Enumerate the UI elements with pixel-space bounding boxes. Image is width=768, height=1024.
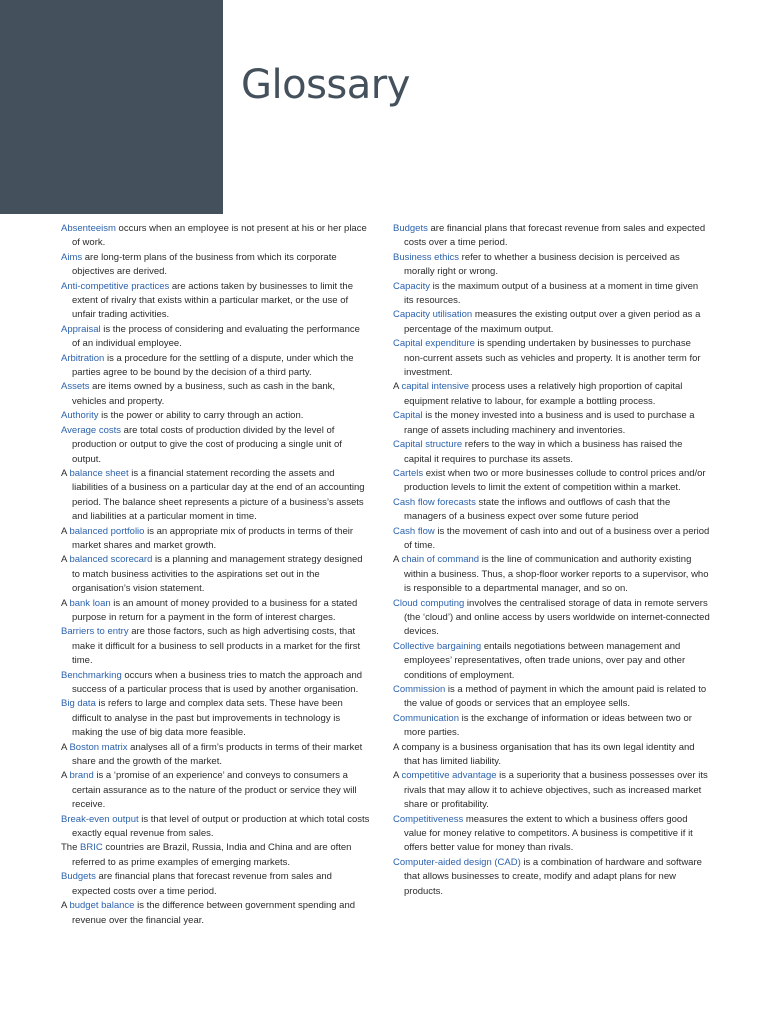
glossary-entry (393, 467, 710, 496)
glossary-term: Cloud computing (393, 597, 465, 609)
glossary-definition: is a combination of hardware and software that allows businesses to create, modify and adapt plans for new products. (404, 856, 702, 897)
glossary-definition: is an amount of money provided to a business for a stated purpose in return for a payment in the form of interest charges. (72, 597, 358, 623)
glossary-entry (61, 352, 370, 381)
glossary-term: Absenteeism (61, 223, 116, 234)
glossary-entry (61, 251, 370, 280)
glossary-term: chain of command (401, 554, 480, 566)
glossary-entry (61, 409, 370, 423)
glossary-term: Commission (393, 684, 446, 695)
glossary-entry (393, 683, 710, 712)
glossary-term: BRIC (80, 842, 103, 854)
glossary-definition: process uses a relatively high proportion of capital equipment relative to labour, for example a bottling process. (404, 381, 683, 407)
glossary-definition: is a method of payment in which the amount paid is related to the value of goods or services that an employee sells. (404, 684, 707, 710)
glossary-definition: is the maximum output of a business at a moment in time given its resources. (404, 280, 699, 307)
glossary-definition: is the process of considering and evaluating the performance of an individual employee. (72, 323, 360, 350)
glossary-entry (61, 380, 370, 409)
glossary-term: Aims (61, 251, 83, 263)
glossary-entry (61, 841, 370, 870)
glossary-entry (61, 697, 370, 740)
page-title: Glossary (241, 62, 410, 108)
glossary-term: Collective bargaining (393, 640, 482, 652)
glossary-term: Benchmarking (61, 669, 122, 681)
glossary-entry (61, 813, 370, 842)
glossary-definition: measures the extent to which a business offers good value for money relative to competitors. A business is competitive if it offers better value for money than rivals. (404, 813, 693, 854)
glossary-definition: involves the centralised storage of data in remote servers (the ‘cloud’) and online access by users worldwide on internet-connected devices. (404, 597, 710, 638)
glossary-entry (61, 769, 370, 812)
glossary-term: budget balance (69, 900, 135, 912)
glossary-definition: are actions taken by businesses to limit the extent of rivalry that exists within a particular market, or the use of unfair trading activities. (72, 280, 353, 321)
glossary-entry (393, 813, 710, 856)
glossary-term: Capacity utilisation (393, 309, 473, 321)
glossary-entry (393, 337, 710, 380)
glossary-definition: is an appropriate mix of products in terms of their market shares and market growth. (72, 525, 354, 551)
glossary-entry (393, 553, 710, 596)
glossary-definition: refer to whether a business decision is perceived as morally right or wrong. (404, 251, 680, 278)
glossary-definition: is the money invested into a business and is used to purchase a range of assets including machinery and inventories. (404, 410, 695, 436)
glossary-term: Anti-competitive practices (61, 280, 170, 292)
glossary-term: Communication (393, 712, 459, 724)
glossary-definition: are items owned by a business, such as cash in the bank, vehicles and property. (72, 381, 336, 407)
glossary-prefix: The (61, 842, 81, 854)
glossary-term: Big data (61, 698, 96, 710)
glossary-term: Assets (61, 381, 90, 393)
glossary-term: competitive advantage (401, 770, 497, 782)
glossary-term: balance sheet (69, 467, 129, 479)
glossary-term: Capital structure (393, 439, 463, 451)
glossary-definition: is spending undertaken by businesses to purchase non-current assets such as vehicles and property. It is another term for investment. (404, 338, 701, 379)
glossary-definition: is a ‘promise of an experience’ and conveys to consumers a certain assurance as to the nature of the product or service they will receive. (72, 770, 357, 811)
glossary-term: brand (69, 770, 94, 782)
glossary-entry (393, 712, 710, 741)
glossary-definition: refers to the way in which a business has raised the capital it requires to purchase its assets. (404, 439, 683, 465)
glossary-term: Capital expenditure (393, 338, 475, 350)
glossary-definition: exist when two or more businesses collude to control prices and/or production levels to limit the extent of competition within a market. (404, 467, 706, 494)
glossary-prefix: A (61, 525, 70, 537)
glossary-prefix: A (61, 554, 70, 566)
glossary-term: Capital (393, 410, 423, 422)
glossary-term: Authority (61, 410, 99, 422)
glossary-entry (393, 438, 710, 467)
glossary-prefix: A (61, 770, 70, 782)
glossary-entry (393, 597, 710, 640)
glossary-definition: is a superiority that a business possesses over its rivals that may allow it to achieve objectives, such as increased market share or profitability. (404, 770, 708, 811)
glossary-term: Budgets (61, 871, 96, 883)
glossary-entry (393, 409, 710, 438)
glossary-entry (61, 525, 370, 554)
glossary-prefix: A (61, 597, 70, 609)
glossary-term: Arbitration (61, 352, 105, 364)
glossary-definition: entails negotiations between management and employees’ representatives, often trade unions, over pay and other conditions of employment. (404, 640, 686, 681)
glossary-definition: is refers to large and complex data sets. These have been difficult to analyse in the past but improvements in technology is making the use of big data more feasible. (72, 698, 343, 739)
glossary-entry (61, 222, 370, 251)
glossary-entry (61, 323, 370, 352)
glossary-entry (393, 380, 710, 409)
glossary-entry (393, 769, 710, 812)
glossary-definition: are financial plans that forecast revenue from sales and expected costs over a time period. (72, 871, 332, 897)
glossary-entry (393, 496, 710, 525)
glossary-term: Business ethics (393, 251, 460, 263)
glossary-entry (61, 553, 370, 596)
glossary-definition: analyses all of a firm’s products in terms of their market share and the growth of the market. (72, 741, 363, 768)
glossary-definition: is that level of output or production at which total costs exactly equal revenue from sales. (72, 813, 370, 840)
glossary-definition: countries are Brazil, Russia, India and China and are often referred to as prime examples of emerging markets. (72, 842, 352, 868)
glossary-term: Average costs (61, 424, 122, 436)
glossary-entry (61, 741, 370, 770)
glossary-entry (61, 870, 370, 899)
glossary-entry (61, 899, 370, 928)
glossary-term: Boston matrix (69, 741, 128, 753)
glossary-definition: is the power or ability to carry through an action. (98, 410, 304, 422)
glossary-term: Appraisal (61, 323, 101, 335)
glossary-term: Cartels (393, 467, 424, 479)
glossary-term: balanced scorecard (69, 554, 153, 566)
glossary-term: Computer-aided design (CAD) (393, 856, 521, 868)
glossary-entry (61, 424, 370, 467)
glossary-definition: is a planning and management strategy designed to match business activities to the aspirations set out in the organisation’s vision statement. (72, 554, 363, 595)
glossary-definition: is a procedure for the settling of a dispute, under which the parties agree to be bound by the decision of a third party. (72, 352, 354, 379)
glossary-column-left (61, 222, 370, 928)
glossary-entry (61, 280, 370, 323)
glossary-definition: state the inflows and outflows of cash that the managers of a business expect over some future period (404, 496, 671, 523)
glossary-definition: is the difference between government spending and revenue over the financial year. (72, 900, 356, 926)
glossary-definition: are long-term plans of the business from which its corporate objectives are derived. (72, 251, 337, 278)
glossary-entry (61, 467, 370, 525)
glossary-definition: is the exchange of information or ideas between two or more parties. (404, 712, 692, 739)
glossary-definition: are financial plans that forecast revenue from sales and expected costs over a time period. (404, 223, 706, 249)
glossary-term: Budgets (393, 223, 428, 234)
glossary-prefix: A (61, 900, 70, 912)
glossary-definition: occurs when a business tries to match the approach and success of a particular process that is used by another organisation. (72, 669, 363, 695)
glossary-entry (393, 280, 710, 309)
glossary-entry (393, 222, 710, 251)
glossary-column-right (393, 222, 710, 899)
glossary-entry (61, 669, 370, 698)
glossary-prefix: A (393, 770, 402, 782)
glossary-entry (393, 640, 710, 683)
glossary-definition: A company is a business organisation that has its own legal identity and that has limited liability. (393, 741, 695, 768)
glossary-definition: is the movement of cash into and out of a business over a period of time. (404, 525, 710, 551)
glossary-entry (393, 251, 710, 280)
glossary-prefix: A (393, 554, 402, 566)
glossary-definition: measures the existing output over a given period as a percentage of the maximum output. (404, 309, 701, 335)
glossary-term: capital intensive (401, 381, 470, 393)
glossary-prefix: A (61, 741, 70, 753)
glossary-entry (61, 597, 370, 626)
glossary-definition: is a financial statement recording the assets and liabilities of a business on a particular day at the end of an accounting period. The balance sheet represents a picture of a business’s assets and liabilities at a particular moment in time. (72, 467, 365, 523)
glossary-prefix: A (393, 381, 402, 393)
glossary-entry (393, 525, 710, 554)
glossary-term: Capacity (393, 280, 430, 292)
glossary-entry (393, 308, 710, 337)
glossary-entry (61, 625, 370, 668)
glossary-term: Barriers to entry (61, 626, 129, 638)
glossary-definition: occurs when an employee is not present at his or her place of work. (72, 223, 367, 249)
glossary-term: Cash flow (393, 525, 435, 537)
glossary-term: Break-even output (61, 813, 139, 825)
glossary-definition: are those factors, such as high advertising costs, that make it difficult for a business to sell products in a market for the first time. (72, 626, 361, 667)
glossary-term: bank loan (69, 597, 111, 609)
glossary-entry (393, 741, 710, 770)
glossary-prefix: A (61, 467, 70, 479)
glossary-term: balanced portfolio (69, 525, 145, 537)
glossary-term: Competitiveness (393, 813, 464, 825)
header-color-block (0, 0, 223, 214)
glossary-term: Cash flow forecasts (393, 496, 476, 508)
glossary-entry (393, 856, 710, 899)
glossary-definition: is the line of communication and authority existing within a business. Thus, a shop-floor worker reports to a supervisor, who is responsible to a departmental manager, and so on. (404, 554, 709, 595)
glossary-definition: are total costs of production divided by the level of production or output to give the cost of producing a single unit of output. (72, 424, 342, 465)
